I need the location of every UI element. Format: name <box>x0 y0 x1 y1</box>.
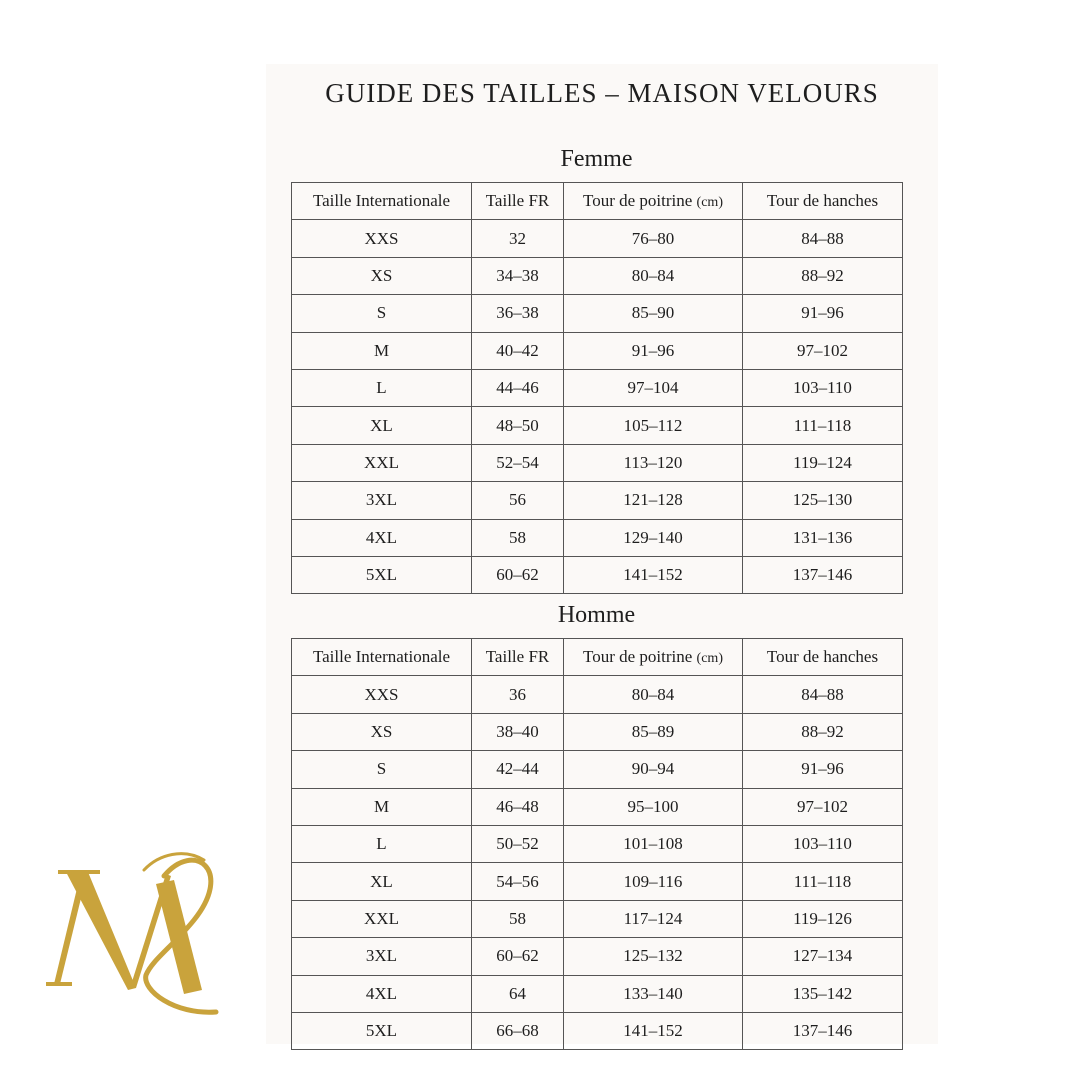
chest-cell: 117–124 <box>564 900 743 937</box>
international-size-cell: L <box>292 369 472 406</box>
fr-size-cell: 36–38 <box>472 295 564 332</box>
fr-size-cell: 44–46 <box>472 369 564 406</box>
table-row <box>292 220 903 257</box>
table-row <box>292 295 903 332</box>
femme-size-table <box>291 182 903 594</box>
table-row <box>292 369 903 406</box>
hips-cell: 131–136 <box>743 519 903 556</box>
international-size-cell: M <box>292 332 472 369</box>
chest-cell: 85–90 <box>564 295 743 332</box>
page-title: GUIDE DES TAILLES – MAISON VELOURS <box>325 78 879 108</box>
chest-cell: 105–112 <box>564 407 743 444</box>
header-chest-unit: (cm) <box>696 195 723 211</box>
fr-size-cell: 38–40 <box>472 713 564 750</box>
fr-size-cell: 32 <box>472 220 564 257</box>
hips-cell: 119–124 <box>743 444 903 481</box>
fr-size-cell: 60–62 <box>472 556 564 593</box>
hips-cell: 88–92 <box>743 713 903 750</box>
chest-cell: 80–84 <box>564 676 743 713</box>
hips-cell: 84–88 <box>743 220 903 257</box>
fr-size-cell: 48–50 <box>472 407 564 444</box>
international-size-cell: 4XL <box>292 519 472 556</box>
mv-monogram-icon <box>44 840 224 1020</box>
hips-cell: 97–102 <box>743 332 903 369</box>
table-row <box>292 1012 903 1049</box>
chest-cell: 109–116 <box>564 863 743 900</box>
international-size-cell: 3XL <box>292 938 472 975</box>
chest-cell: 91–96 <box>564 332 743 369</box>
international-size-cell: 5XL <box>292 1012 472 1049</box>
hips-cell: 91–96 <box>743 751 903 788</box>
international-size-cell: 3XL <box>292 482 472 519</box>
fr-size-cell: 58 <box>472 900 564 937</box>
hips-cell: 127–134 <box>743 938 903 975</box>
femme-table-body <box>292 220 903 594</box>
hips-cell: 135–142 <box>743 975 903 1012</box>
homme-size-table <box>291 638 903 1050</box>
hips-cell: 111–118 <box>743 863 903 900</box>
chest-cell: 95–100 <box>564 788 743 825</box>
fr-size-cell: 64 <box>472 975 564 1012</box>
hips-cell: 111–118 <box>743 407 903 444</box>
hips-cell: 137–146 <box>743 1012 903 1049</box>
international-size-cell: XXS <box>292 220 472 257</box>
chest-cell: 97–104 <box>564 369 743 406</box>
chest-cell: 141–152 <box>564 1012 743 1049</box>
table-row <box>292 407 903 444</box>
chest-cell: 129–140 <box>564 519 743 556</box>
international-size-cell: XS <box>292 713 472 750</box>
fr-size-cell: 34–38 <box>472 257 564 294</box>
hips-cell: 125–130 <box>743 482 903 519</box>
table-row <box>292 556 903 593</box>
fr-size-cell: 54–56 <box>472 863 564 900</box>
fr-size-cell: 40–42 <box>472 332 564 369</box>
fr-size-cell: 66–68 <box>472 1012 564 1049</box>
fr-size-cell: 58 <box>472 519 564 556</box>
header-international-size: Taille Internationale <box>292 183 472 220</box>
fr-size-cell: 52–54 <box>472 444 564 481</box>
hips-cell: 84–88 <box>743 676 903 713</box>
chest-cell: 80–84 <box>564 257 743 294</box>
table-row <box>292 519 903 556</box>
femme-section-title: Femme <box>560 146 633 172</box>
fr-size-cell: 60–62 <box>472 938 564 975</box>
international-size-cell: XXL <box>292 444 472 481</box>
table-row <box>292 676 903 713</box>
header-fr-size: Taille FR <box>472 639 564 676</box>
hips-cell: 103–110 <box>743 369 903 406</box>
hips-cell: 97–102 <box>743 788 903 825</box>
fr-size-cell: 56 <box>472 482 564 519</box>
chest-cell: 85–89 <box>564 713 743 750</box>
header-chest-label: Tour de poitrine <box>583 647 693 667</box>
table-row <box>292 788 903 825</box>
hips-cell: 119–126 <box>743 900 903 937</box>
header-chest <box>564 639 743 676</box>
fr-size-cell: 50–52 <box>472 825 564 862</box>
fr-size-cell: 46–48 <box>472 788 564 825</box>
table-header-row <box>292 639 903 676</box>
header-chest-label: Tour de poitrine <box>583 191 693 211</box>
table-row <box>292 257 903 294</box>
chest-cell: 121–128 <box>564 482 743 519</box>
international-size-cell: M <box>292 788 472 825</box>
international-size-cell: S <box>292 295 472 332</box>
international-size-cell: XS <box>292 257 472 294</box>
hips-cell: 103–110 <box>743 825 903 862</box>
chest-cell: 76–80 <box>564 220 743 257</box>
header-hips: Tour de hanches <box>743 639 903 676</box>
chest-cell: 141–152 <box>564 556 743 593</box>
hips-cell: 88–92 <box>743 257 903 294</box>
international-size-cell: XXL <box>292 900 472 937</box>
international-size-cell: XXS <box>292 676 472 713</box>
chest-cell: 90–94 <box>564 751 743 788</box>
table-header-row <box>292 183 903 220</box>
hips-cell: 91–96 <box>743 295 903 332</box>
table-row <box>292 975 903 1012</box>
hips-cell: 137–146 <box>743 556 903 593</box>
table-row <box>292 332 903 369</box>
header-international-size: Taille Internationale <box>292 639 472 676</box>
header-chest <box>564 183 743 220</box>
chest-cell: 113–120 <box>564 444 743 481</box>
international-size-cell: L <box>292 825 472 862</box>
international-size-cell: XL <box>292 863 472 900</box>
table-row <box>292 444 903 481</box>
table-row <box>292 938 903 975</box>
chest-cell: 133–140 <box>564 975 743 1012</box>
chest-cell: 101–108 <box>564 825 743 862</box>
international-size-cell: S <box>292 751 472 788</box>
table-row <box>292 863 903 900</box>
fr-size-cell: 42–44 <box>472 751 564 788</box>
homme-section-title: Homme <box>557 602 636 628</box>
header-chest-unit: (cm) <box>696 651 723 667</box>
international-size-cell: 5XL <box>292 556 472 593</box>
chest-cell: 125–132 <box>564 938 743 975</box>
homme-table-body <box>292 676 903 1050</box>
fr-size-cell: 36 <box>472 676 564 713</box>
international-size-cell: XL <box>292 407 472 444</box>
table-row <box>292 713 903 750</box>
header-hips: Tour de hanches <box>743 183 903 220</box>
international-size-cell: 4XL <box>292 975 472 1012</box>
table-row <box>292 825 903 862</box>
table-row <box>292 751 903 788</box>
table-row <box>292 482 903 519</box>
header-fr-size: Taille FR <box>472 183 564 220</box>
table-row <box>292 900 903 937</box>
